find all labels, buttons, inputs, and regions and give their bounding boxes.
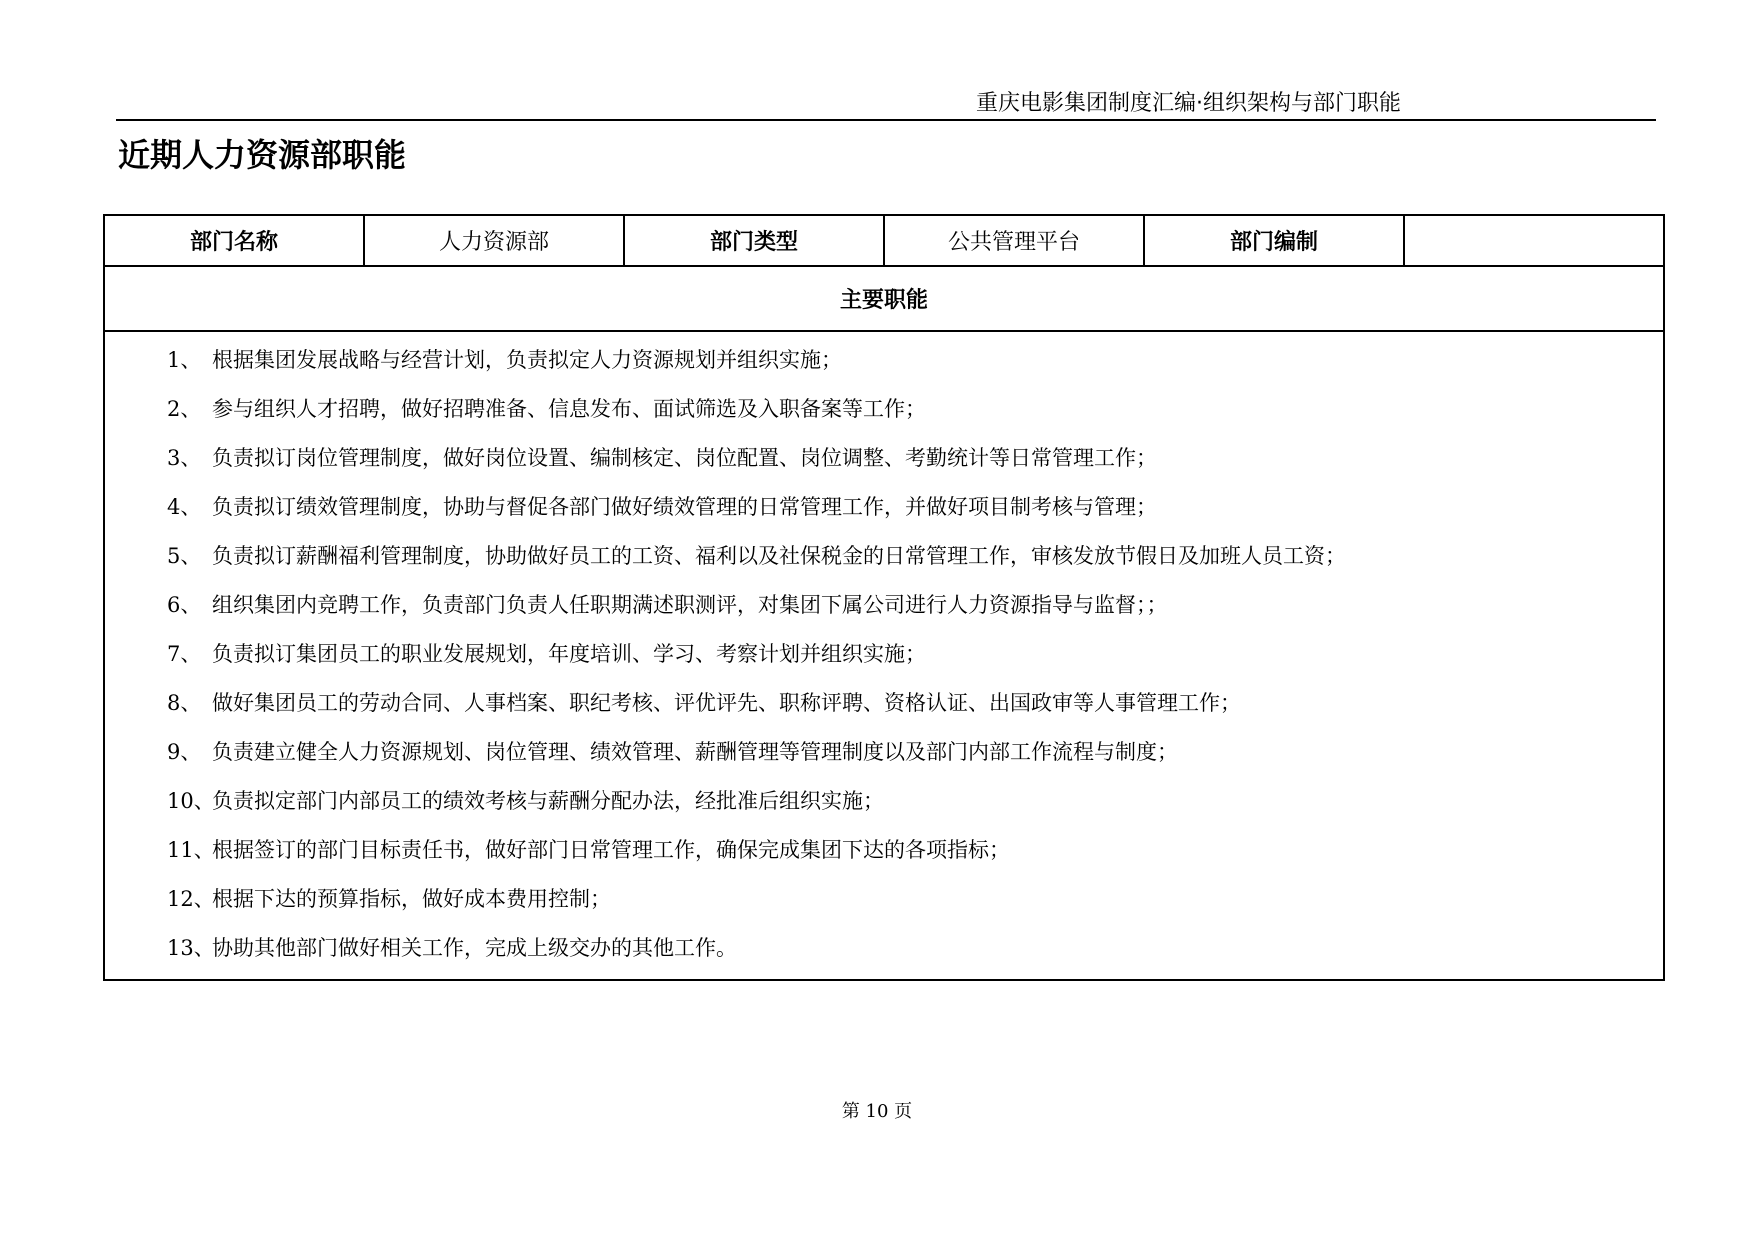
duty-item <box>105 532 1663 581</box>
duty-number: 1、 <box>167 348 202 372</box>
duty-item <box>105 826 1663 875</box>
dept-type-label: 部门类型 <box>624 215 884 266</box>
main-duties-list <box>105 332 1663 979</box>
duty-text: 负责拟定部门内部员工的绩效考核与薪酬分配办法，经批准后组织实施； <box>212 789 884 813</box>
duty-number: 6、 <box>167 593 202 617</box>
duty-number: 13、 <box>167 936 215 960</box>
department-info-row <box>104 215 1664 266</box>
duty-text: 负责拟订岗位管理制度，做好岗位设置、编制核定、岗位配置、岗位调整、考勤统计等日常管理工作； <box>212 446 1157 470</box>
page-title: 近期人力资源部职能 <box>118 136 407 174</box>
duty-text: 协助其他部门做好相关工作，完成上级交办的其他工作。 <box>212 936 737 960</box>
duty-text: 根据签订的部门目标责任书，做好部门日常管理工作，确保完成集团下达的各项指标； <box>212 838 1010 862</box>
duty-text: 负责拟订绩效管理制度，协助与督促各部门做好绩效管理的日常管理工作，并做好项目制考核与管理； <box>212 495 1157 519</box>
duty-number: 7、 <box>167 642 202 666</box>
duty-item <box>105 875 1663 924</box>
duty-number: 4、 <box>167 495 202 519</box>
duty-item <box>105 728 1663 777</box>
dept-type-value: 公共管理平台 <box>884 215 1144 266</box>
duty-text: 组织集团内竞聘工作，负责部门负责人任职期满述职测评，对集团下属公司进行人力资源指导与监督；； <box>212 593 1168 617</box>
main-duties-cell <box>104 331 1664 980</box>
duty-item <box>105 777 1663 826</box>
duty-item <box>105 336 1663 385</box>
page-number: 第 10 页 <box>841 1101 913 1122</box>
duty-text: 负责建立健全人力资源规划、岗位管理、绩效管理、薪酬管理等管理制度以及部门内部工作流程与制度； <box>212 740 1178 764</box>
dept-staffing-label: 部门编制 <box>1144 215 1404 266</box>
duty-number: 12、 <box>167 887 215 911</box>
duty-text: 根据集团发展战略与经营计划，负责拟定人力资源规划并组织实施； <box>212 348 842 372</box>
dept-staffing-value <box>1404 215 1664 266</box>
duty-number: 8、 <box>167 691 202 715</box>
duty-item <box>105 385 1663 434</box>
running-header-title: 重庆电影集团制度汇编·组织架构与部门职能 <box>976 91 1401 116</box>
department-function-table <box>103 214 1665 981</box>
dept-name-label: 部门名称 <box>104 215 364 266</box>
duty-number: 5、 <box>167 544 202 568</box>
duty-number: 3、 <box>167 446 202 470</box>
duty-item <box>105 483 1663 532</box>
duty-number: 11、 <box>167 838 215 862</box>
dept-name-value: 人力资源部 <box>364 215 624 266</box>
duty-item <box>105 434 1663 483</box>
duty-text: 参与组织人才招聘，做好招聘准备、信息发布、面试筛选及入职备案等工作； <box>212 397 926 421</box>
duty-text: 负责拟订薪酬福利管理制度，协助做好员工的工资、福利以及社保税金的日常管理工作，审核发放节假日及加班人员工资； <box>212 544 1346 568</box>
duty-text: 根据下达的预算指标，做好成本费用控制； <box>212 887 611 911</box>
duty-item <box>105 630 1663 679</box>
duty-item <box>105 924 1663 973</box>
duty-number: 2、 <box>167 397 202 421</box>
main-duties-list-row <box>104 331 1664 980</box>
duty-number: 10、 <box>167 789 215 813</box>
duty-text: 做好集团员工的劳动合同、人事档案、职纪考核、评优评先、职称评聘、资格认证、出国政审等人事管理工作； <box>212 691 1241 715</box>
header-divider <box>116 119 1656 121</box>
main-duties-heading-row <box>104 266 1664 331</box>
duty-item <box>105 581 1663 630</box>
duty-item <box>105 679 1663 728</box>
duty-text: 负责拟订集团员工的职业发展规划，年度培训、学习、考察计划并组织实施； <box>212 642 926 666</box>
duty-number: 9、 <box>167 740 202 764</box>
main-duties-heading: 主要职能 <box>104 266 1664 331</box>
